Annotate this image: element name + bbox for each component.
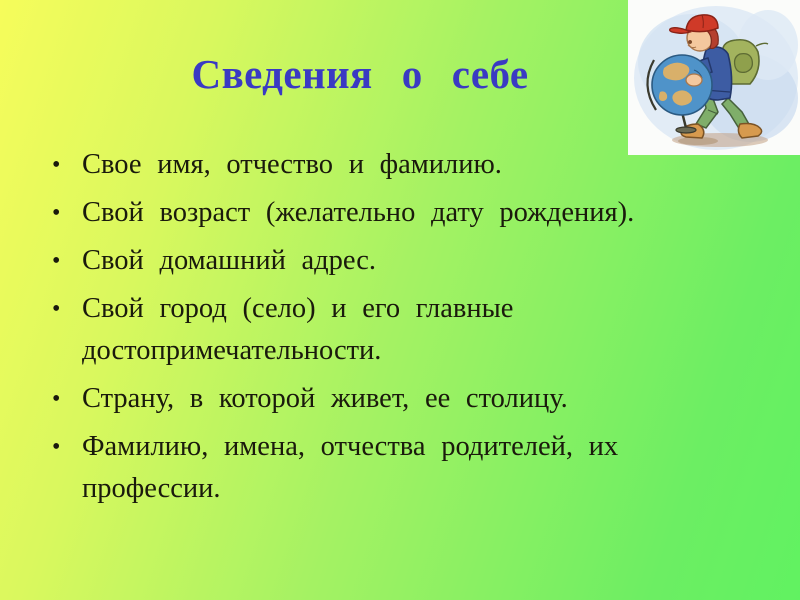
bullet-text: Страну, в которой живет, ее столицу. [82, 383, 568, 414]
list-item [52, 192, 758, 234]
bullet-text: Свое имя, отчество и фамилию. [82, 149, 502, 180]
bullet-icon: • [52, 386, 61, 412]
boy-with-globe-image [628, 0, 800, 155]
bullet-icon: • [52, 200, 61, 226]
list-item [52, 288, 758, 372]
list-item [52, 240, 758, 282]
bullet-text: Свой домашний адрес. [82, 245, 377, 276]
bullet-icon: • [52, 296, 61, 322]
bullet-text: Свой возраст (желательно дату рождения). [82, 197, 635, 228]
list-item [52, 426, 758, 510]
bullet-text: Фамилию, имена, отчества родителей, их профессии. [82, 431, 619, 504]
bullet-icon: • [52, 248, 61, 274]
slide-title: Сведения о себе [191, 51, 529, 97]
boy-with-globe-icon [628, 0, 800, 155]
bullet-icon: • [52, 434, 61, 460]
bullet-icon: • [52, 152, 61, 178]
bullet-text: Свой город (село) и его главные достопримечательности. [82, 293, 514, 366]
list-item [52, 378, 758, 420]
slide-bullet-list [52, 144, 758, 516]
list-item [52, 144, 758, 186]
